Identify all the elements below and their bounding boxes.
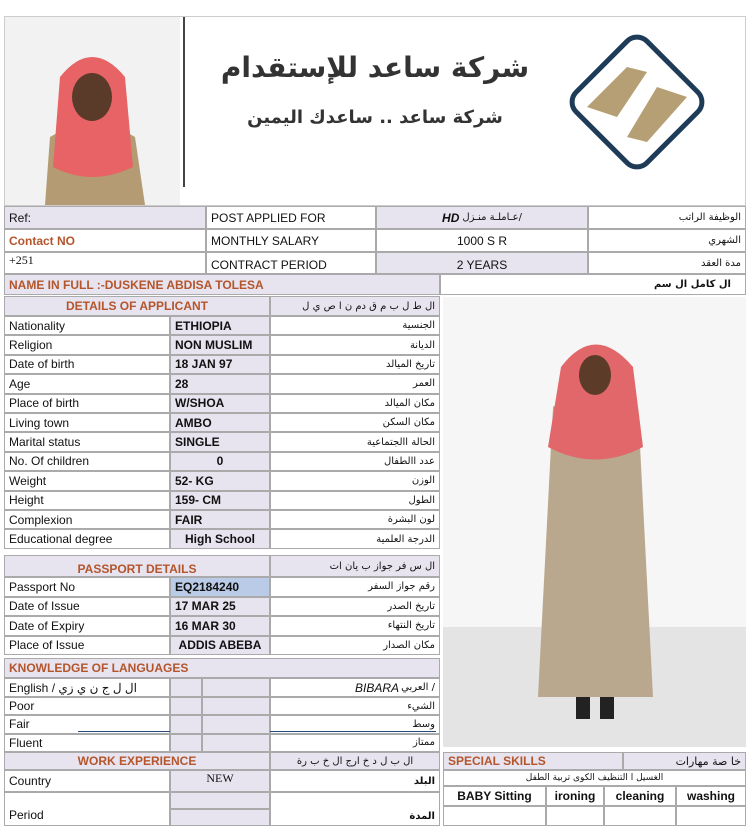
detail-label-ar: الدرجة العلمية	[270, 529, 440, 548]
detail-value: 159- CM	[170, 491, 270, 510]
header	[4, 16, 746, 206]
handshake-logo	[557, 27, 717, 177]
portrait-photo	[5, 17, 180, 205]
passport-label: Date of Expiry	[4, 616, 170, 636]
ref-label: Ref:	[4, 206, 206, 229]
company-slogan: شركة ساعد .. ساعدك اليمين	[247, 107, 503, 128]
detail-value: 28	[170, 374, 270, 393]
passport-value: 17 MAR 25	[170, 597, 270, 617]
detail-label-ar: الديانة	[270, 335, 440, 354]
full-body-image	[443, 297, 746, 747]
detail-label: Place of birth	[4, 394, 170, 413]
english-label: English / ال ل ج ن ي زي	[4, 678, 170, 697]
detail-label-ar: الجنسية	[270, 316, 440, 335]
detail-label-ar: الحالة االجتماعية	[270, 432, 440, 451]
english-cell-2	[202, 678, 270, 697]
detail-label: Marital status	[4, 432, 170, 451]
detail-label-ar: الطول	[270, 491, 440, 510]
skills-title-ar: خا صة مهارات	[623, 752, 746, 770]
salary-label: MONTHLY SALARY	[206, 229, 376, 252]
passport-label-ar: مكان الصدار	[270, 636, 440, 656]
detail-label-ar: عدد االطفال	[270, 452, 440, 471]
passport-label-ar: تاريخ الصدر	[270, 597, 440, 617]
arabic-language-en: BIBARA	[355, 680, 400, 695]
language-level-ar: ممتاز	[270, 734, 440, 752]
country-label: Country	[4, 770, 170, 792]
passport-title-ar: ال س فر جواز ب يان ات	[270, 555, 440, 577]
detail-value: AMBO	[170, 413, 270, 432]
passport-label: Passport No	[4, 577, 170, 597]
period-label-ar: المدة	[270, 792, 440, 826]
detail-label-ar: مكان الميالد	[270, 394, 440, 413]
detail-label: Complexion	[4, 510, 170, 529]
passport-label-ar: تاريخ النتهاء	[270, 616, 440, 636]
skills-blank-1	[443, 806, 546, 826]
skills-ar-line: الغسيل ا التنظيف الكوى تربية الطفل	[443, 770, 746, 786]
detail-value: NON MUSLIM	[170, 335, 270, 354]
detail-label-ar: تاريخ الميالد	[270, 355, 440, 374]
skill-item: BABY Sitting	[443, 786, 546, 806]
detail-label: Height	[4, 491, 170, 510]
skills-blank-3	[604, 806, 676, 826]
english-cell-1	[170, 678, 202, 697]
language-level: Fluent	[4, 734, 170, 752]
details-title: DETAILS OF APPLICANT	[4, 296, 270, 316]
detail-value: W/SHOA	[170, 394, 270, 413]
detail-label-ar: لون البشرة	[270, 510, 440, 529]
detail-label: Age	[4, 374, 170, 393]
portrait-image	[5, 17, 180, 205]
language-cell	[170, 715, 202, 733]
skills-blank-2	[546, 806, 604, 826]
skill-item: ironing	[546, 786, 604, 806]
full-name: NAME IN FULL :-DUSKENE ABDISA TOLESA	[4, 274, 440, 295]
passport-title: PASSPORT DETAILS	[4, 555, 270, 577]
passport-label: Place of Issue	[4, 636, 170, 656]
detail-value: 52- KG	[170, 471, 270, 490]
language-cell	[170, 734, 202, 752]
skill-item: washing	[676, 786, 746, 806]
language-cell	[202, 715, 270, 733]
contract-label: CONTRACT PERIOD	[206, 252, 376, 274]
language-level: Fair	[4, 715, 170, 733]
work-title-ar: ال ب ل د خ ارج ال خ ب رة	[270, 752, 440, 770]
post-value	[376, 206, 588, 229]
details-title-ar: ال ط ل ب م ق دم ن ا ص ي ل	[270, 296, 440, 316]
skill-item: cleaning	[604, 786, 676, 806]
detail-value: SINGLE	[170, 432, 270, 451]
contract-label-ar: مدة العقد	[588, 252, 746, 274]
language-level-ar: الشيء	[270, 697, 440, 715]
language-level-ar: وسط	[270, 715, 440, 733]
detail-label: Weight	[4, 471, 170, 490]
header-divider	[183, 17, 185, 187]
post-value-ar: عـاملـة منـزل/	[462, 212, 522, 223]
phone-value: +251	[4, 252, 206, 274]
period-cell-1	[170, 792, 270, 809]
language-level: Poor	[4, 697, 170, 715]
salary-value: 1000 S R	[376, 229, 588, 252]
country-value: NEW	[170, 770, 270, 792]
arabic-language-ar: العربي /	[401, 682, 435, 693]
passport-value: EQ2184240	[170, 577, 270, 597]
detail-value: 0	[170, 452, 270, 471]
detail-label-ar: مكان السكن	[270, 413, 440, 432]
detail-label: Religion	[4, 335, 170, 354]
contact-label: Contact NO	[4, 229, 206, 252]
work-title: WORK EXPERIENCE	[4, 752, 270, 770]
post-value-en: HD	[442, 210, 460, 225]
detail-value: FAIR	[170, 510, 270, 529]
fair-underline-left	[78, 731, 170, 732]
post-label: POST APPLIED FOR	[206, 206, 376, 229]
contract-value: 2 YEARS	[376, 252, 588, 274]
skills-blank-4	[676, 806, 746, 826]
detail-value: ETHIOPIA	[170, 316, 270, 335]
period-cell-2	[170, 809, 270, 826]
company-name: شركة ساعد للإستقدام	[220, 51, 530, 84]
detail-label: Nationality	[4, 316, 170, 335]
country-label-ar: البلد	[270, 770, 440, 792]
language-cell	[202, 697, 270, 715]
detail-label-ar: الوزن	[270, 471, 440, 490]
detail-value: 18 JAN 97	[170, 355, 270, 374]
language-cell	[170, 697, 202, 715]
full-body-photo	[443, 297, 746, 747]
detail-label: Date of birth	[4, 355, 170, 374]
post-label-ar: الوظيفة الراتب	[588, 206, 746, 229]
passport-label: Date of Issue	[4, 597, 170, 617]
passport-value: 16 MAR 30	[170, 616, 270, 636]
detail-label: No. Of children	[4, 452, 170, 471]
languages-title: KNOWLEDGE OF LANGUAGES	[4, 658, 440, 678]
passport-value: ADDIS ABEBA	[170, 636, 270, 656]
full-name-ar: ال كامل ال سم	[440, 274, 746, 295]
detail-label-ar: العمر	[270, 374, 440, 393]
detail-label: Educational degree	[4, 529, 170, 548]
skills-title: SPECIAL SKILLS	[443, 752, 623, 770]
detail-value: High School	[170, 529, 270, 548]
salary-label-ar: الشهري	[588, 229, 746, 252]
period-label: Period	[4, 792, 170, 826]
language-cell	[202, 734, 270, 752]
fair-underline-right	[270, 731, 436, 732]
detail-label: Living town	[4, 413, 170, 432]
arabic-language-label	[270, 678, 440, 697]
passport-label-ar: رقم جواز السفر	[270, 577, 440, 597]
